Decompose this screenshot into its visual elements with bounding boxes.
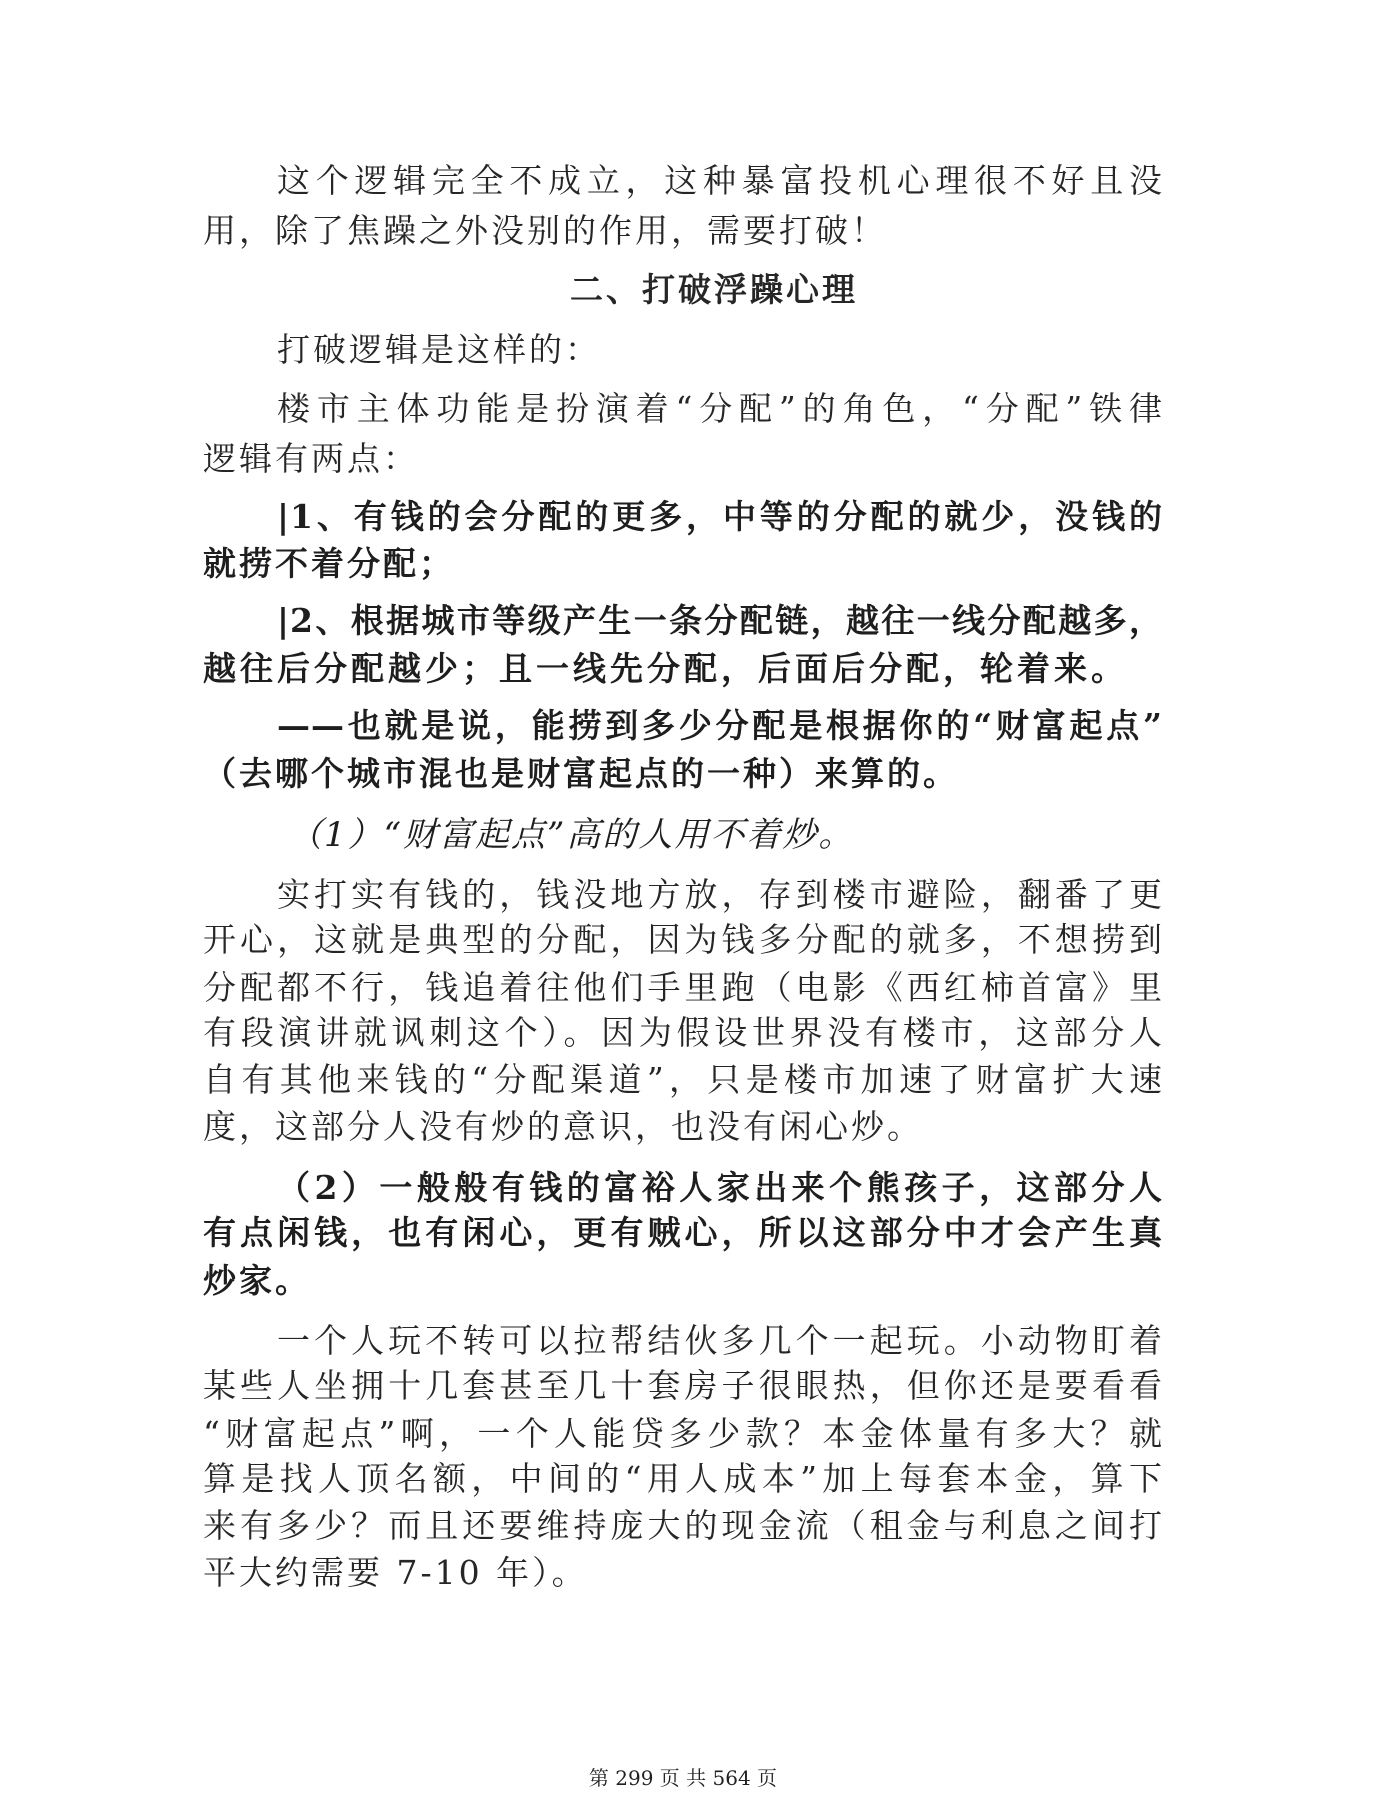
paragraph-line: 楼市主体功能是扮演着“分配”的角色，“分配”铁律 (277, 389, 1163, 428)
paragraph-line: 度，这部分人没有炒的意识，也没有闲心炒。 (203, 1107, 923, 1146)
paragraph-line: 自有其他来钱的“分配渠道”，只是楼市加速了财富扩大速 (203, 1060, 1163, 1099)
paragraph-line: “财富起点”啊，一个人能贷多少款？本金体量有多大？就 (203, 1414, 1163, 1453)
paragraph-line: （2）一般般有钱的富裕人家出来个熊孩子，这部分人 (277, 1168, 1163, 1207)
paragraph-line: |2、根据城市等级产生一条分配链，越往一线分配越多， (277, 601, 1163, 640)
paragraph-line: 有点闲钱，也有闲心，更有贼心，所以这部分中才会产生真 (203, 1213, 1163, 1252)
paragraph-line: 炒家。 (203, 1261, 311, 1300)
page-footer: 第 299 页 共 564 页 (588, 1766, 778, 1790)
paragraph-line: 逻辑有两点： (203, 439, 419, 478)
paragraph-line: 就捞不着分配； (203, 544, 455, 583)
paragraph-line: 算是找人顶名额，中间的“用人成本”加上每套本金，算下 (203, 1459, 1163, 1498)
subsection-heading: （1）“财富起点”高的人用不着炒。 (288, 815, 855, 855)
paragraph-line: 开心，这就是典型的分配，因为钱多分配的就多，不想捞到 (203, 920, 1163, 959)
paragraph-line: 有段演讲就讽刺这个）。因为假设世界没有楼市，这部分人 (203, 1013, 1163, 1052)
paragraph-line: 这个逻辑完全不成立，这种暴富投机心理很不好且没 (277, 161, 1163, 200)
paragraph-line: 来有多少？而且还要维持庞大的现金流（租金与利息之间打 (203, 1506, 1163, 1545)
paragraph-line: 打破逻辑是这样的： (277, 330, 601, 369)
paragraph-line: 某些人坐拥十几套甚至几十套房子很眼热，但你还是要看看 (203, 1366, 1163, 1405)
paragraph-line: 越往后分配越少；且一线先分配，后面后分配，轮着来。 (203, 649, 1128, 688)
paragraph-line: 实打实有钱的，钱没地方放，存到楼市避险，翻番了更 (277, 875, 1163, 914)
paragraph-line: 一个人玩不转可以拉帮结伙多几个一起玩。小动物盯着 (277, 1321, 1163, 1360)
paragraph-line: ——也就是说，能捞到多少分配是根据你的“财富起点” (277, 706, 1163, 745)
section-heading: 二、打破浮躁心理 (570, 270, 858, 309)
paragraph-line: 平大约需要 7-10 年）。 (203, 1553, 588, 1592)
paragraph-line: 用，除了焦躁之外没别的作用，需要打破！ (203, 211, 887, 250)
paragraph-line: 分配都不行，钱追着往他们手里跑（电影《西红柿首富》里 (203, 968, 1163, 1007)
paragraph-line: |1、有钱的会分配的更多，中等的分配的就少，没钱的 (277, 497, 1163, 536)
paragraph-line: （去哪个城市混也是财富起点的一种）来算的。 (203, 754, 959, 793)
